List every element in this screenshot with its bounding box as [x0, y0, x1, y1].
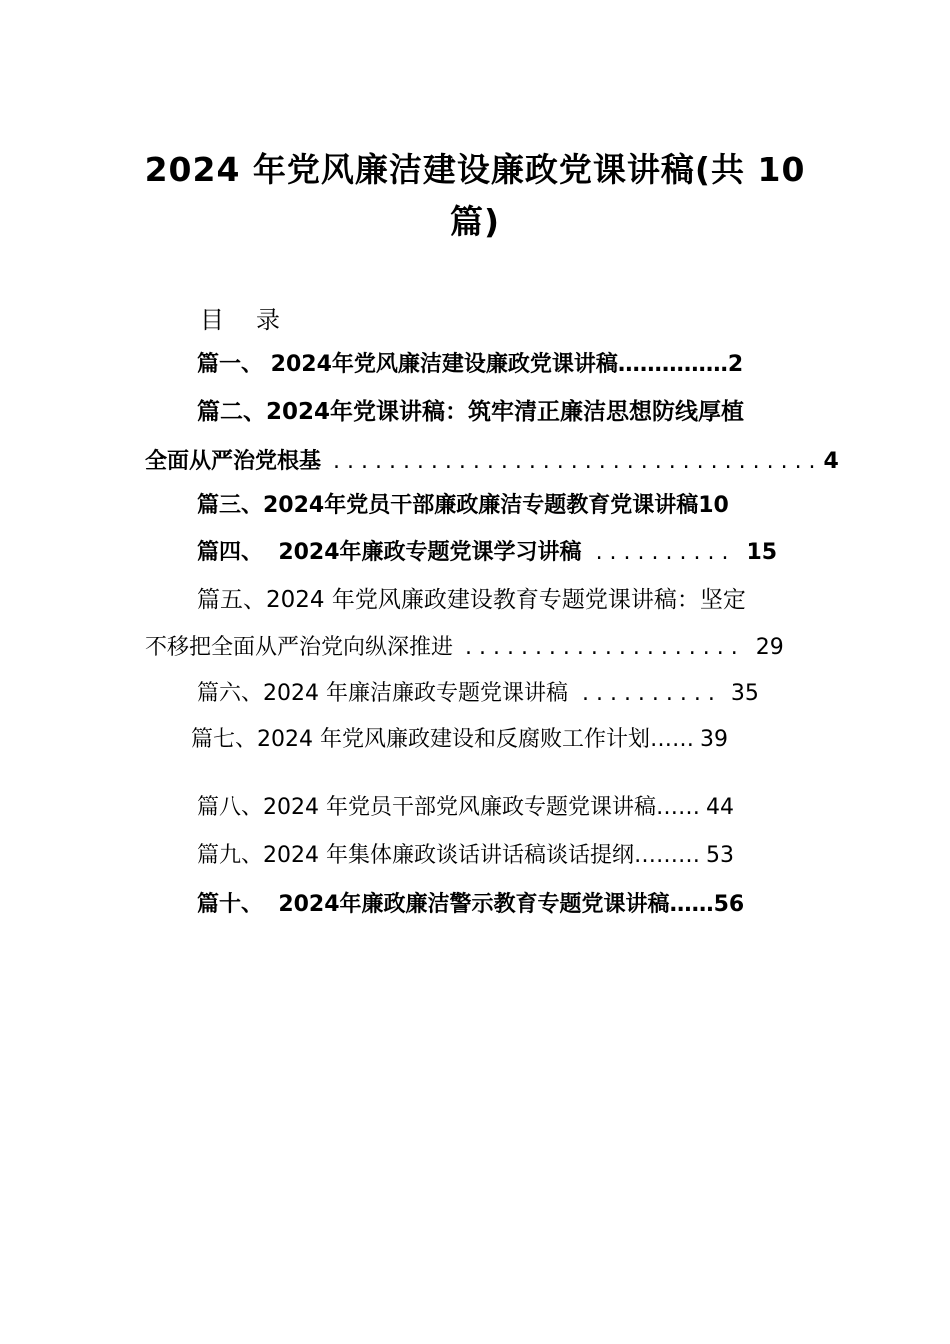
- toc-entry-10[interactable]: [197, 890, 817, 920]
- toc-entry-title: 篇一、 2024年党风廉洁建设廉政党课讲稿: [197, 352, 618, 377]
- toc-entry-leader: ……: [669, 892, 714, 917]
- toc-entry-leader: . . . . . . . . . .: [581, 681, 715, 706]
- toc-entry-page: 4: [823, 449, 839, 474]
- toc-entry-1[interactable]: [197, 350, 807, 380]
- toc-entry-page: 10: [698, 493, 729, 518]
- toc-entry-leader: ……: [649, 727, 694, 752]
- toc-entry-page: 29: [755, 635, 784, 660]
- toc-entry-title: 不移把全面从严治党向纵深推进: [145, 635, 454, 660]
- toc-entry-title: 篇九、2024 年集体廉政谈话讲话稿谈话提纲: [197, 843, 634, 868]
- toc-entry-title: 篇八、2024 年党员干部党风廉政专题党课讲稿: [197, 795, 656, 820]
- toc-entry-page: 53: [705, 843, 734, 868]
- toc-entry-2-continued[interactable]: [145, 447, 839, 477]
- toc-entry-7[interactable]: [191, 725, 816, 755]
- toc-entry-5-continued[interactable]: [145, 633, 810, 663]
- toc-entry-leader: . . . . . . . . . . . . . . . . . . . .: [465, 635, 738, 660]
- toc-entry-leader: ……: [655, 795, 700, 820]
- toc-entry-page: 39: [699, 727, 728, 752]
- toc-entry-2[interactable]: [197, 397, 817, 427]
- toc-heading-char1: 目: [200, 306, 224, 334]
- toc-entry-leader: ……………: [617, 352, 728, 377]
- toc-entry-6[interactable]: [197, 679, 817, 709]
- toc-entry-title: 篇六、2024 年廉洁廉政专题党课讲稿: [197, 681, 568, 706]
- toc-entry-title: 篇二、2024年党课讲稿：筑牢清正廉洁思想防线厚植: [197, 399, 745, 425]
- toc-heading-char2: 录: [256, 306, 280, 334]
- toc-entry-leader: ………: [633, 843, 700, 868]
- toc-entry-title: 全面从严治党根基: [145, 449, 322, 474]
- toc-entry-title: 篇七、2024 年党风廉政建设和反腐败工作计划: [191, 727, 650, 752]
- toc-entry-title: 篇三、2024年党员干部廉政廉洁专题教育党课讲稿: [197, 493, 699, 518]
- toc-entry-9[interactable]: [197, 841, 817, 871]
- toc-entry-4[interactable]: [197, 538, 817, 568]
- toc-entry-page: 2: [727, 352, 744, 377]
- toc-entry-page: 15: [746, 540, 778, 565]
- toc-entry-leader: . . . . . . . . . . . . . . . . . . . . . . . . . . . . . . . . . . .: [333, 449, 816, 474]
- document-title-line1: 2024 年党风廉洁建设廉政党课讲稿(共 10: [144, 150, 806, 189]
- toc-entry-page: 35: [730, 681, 759, 706]
- toc-entry-title: 篇五、2024 年党风廉政建设教育专题党课讲稿：坚定: [197, 587, 746, 613]
- toc-entry-5[interactable]: [197, 585, 817, 615]
- toc-entry-title: 篇十、 2024年廉政廉洁警示教育专题党课讲稿: [197, 892, 670, 917]
- document-title-line2: 篇): [449, 202, 501, 241]
- toc-heading: [200, 300, 280, 335]
- toc-entry-3[interactable]: [197, 491, 817, 521]
- toc-entry-8[interactable]: [197, 793, 817, 823]
- toc-entry-leader: . . . . . . . . . .: [595, 540, 729, 565]
- toc-entry-title: 篇四、 2024年廉政专题党课学习讲稿: [197, 540, 582, 565]
- toc-entry-page: 44: [705, 795, 734, 820]
- toc-entry-page: 56: [713, 892, 745, 917]
